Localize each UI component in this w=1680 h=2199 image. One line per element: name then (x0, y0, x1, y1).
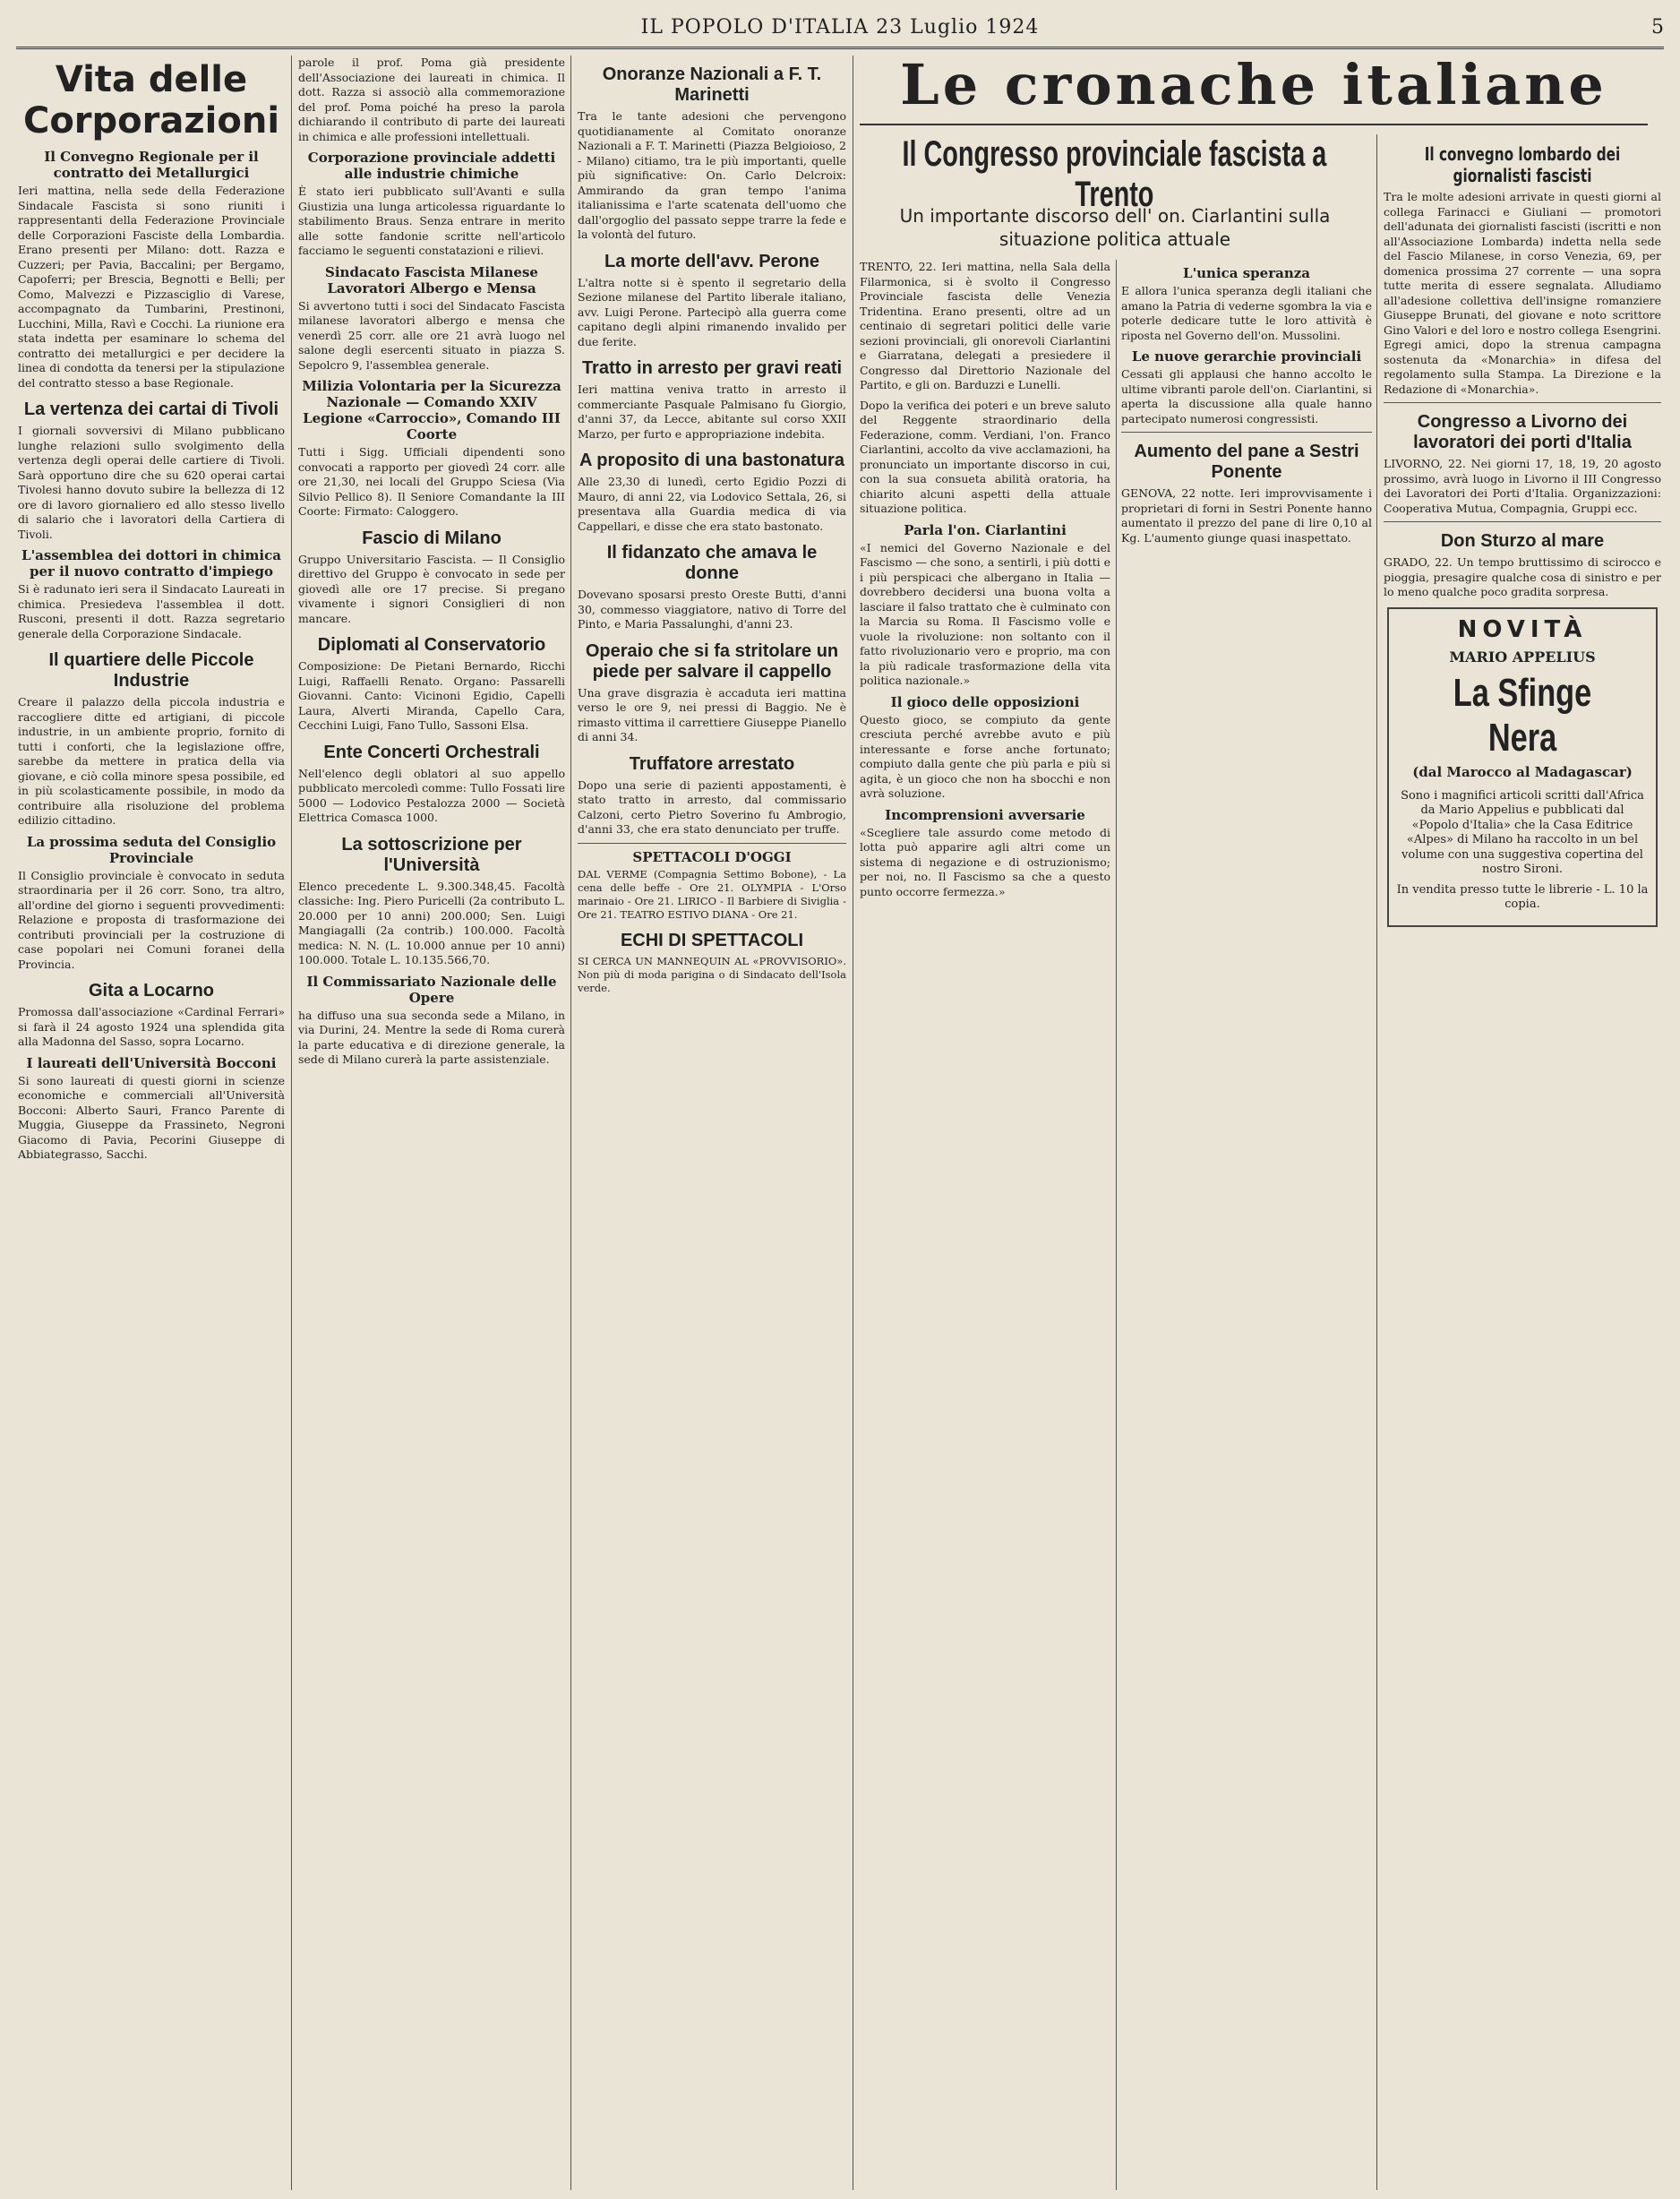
article-title: SPETTACOLI D'OGGI (632, 848, 792, 865)
article (578, 252, 846, 350)
article (18, 1055, 285, 1163)
article-title: A proposito di una bastonatura (579, 451, 844, 470)
article-subtitle: Le nuove gerarchie provinciali (1131, 348, 1362, 365)
article-body: È stato ieri pubblicato sull'Avanti e sulla Giustizia una lunga articolessa riguardante lo stabilimento Braus. Senza entrare in merito alle sotte fandonie scritte nell'articolo facciamo le seguenti constatazioni e rilievi. (298, 185, 565, 257)
page-number: 5 (1651, 16, 1664, 39)
article (298, 635, 565, 734)
article (1384, 143, 1661, 397)
article (578, 754, 846, 838)
article-title: Onoranze Nazionali a F. T. Marinetti (602, 64, 822, 105)
ad-text: In vendita presso tutte le librerie - L. 10 la copia. (1396, 882, 1649, 911)
article-title: Gita a Locarno (88, 981, 215, 1001)
article (18, 834, 285, 973)
main-story-col-a (860, 260, 1110, 2190)
article-title: Congresso a Livorno dei lavoratori dei porti d'Italia (1413, 412, 1632, 452)
article-title: Don Sturzo al mare (1440, 531, 1605, 551)
article-body: Promossa dall'associazione «Cardinal Ferrari» si farà il 24 agosto 1924 una splendida gita alla Madonna del Sasso, sopra Locarno. (18, 1005, 285, 1048)
article (298, 378, 565, 520)
article-body: Si avvertono tutti i soci del Sindacato Fascista milanese lavoratori albergo e mensa che venerdì 25 corr. alle ore 21 avrà luogo nel salone degli esercenti situato in piazza S. Sepolcro 9, l'assemblea generale. (298, 298, 565, 372)
column-3 (578, 56, 846, 2190)
column-6 (1384, 134, 1661, 2190)
article-body: «I nemici del Governo Nazionale e del Fascismo — che sono, a sentirli, i più dotti e i più perspicaci che albergano in Italia — dovrebbero decidersi una buona volta a lasciare il falso trattato che è culminato con la Marcia su Roma. Il Fascismo volle e vuole la rivoluzione: non soltanto con il fatto rivoluzionario vero e proprio, ma con la più radicale trasformazione della vita politica nazionale.» (860, 540, 1110, 687)
article-body: Questo gioco, se compiuto da gente cresciuta perché avrebbe avuto e più interessante e forse anche fortunato; compiuto dalla gente che più parla e più si agita, è un gioco che non ha sbocchi e non avrà soluzione. (860, 712, 1110, 800)
column-rule (1376, 134, 1377, 2190)
article-title: Diplomati al Conservatorio (317, 635, 546, 655)
article-title: La vertenza dei cartai di Tivoli (23, 399, 279, 419)
article-body: Una grave disgrazia è accaduta ieri mattina verso le ore 9, nei pressi di Baggio. Ne è rimasto vittima il carrettiere Giuseppe Pianello di anni 34. (578, 685, 846, 743)
article (298, 835, 565, 968)
article-body: Il Consiglio provinciale è convocato in seduta straordinaria per il 26 corr. Sono, tra altro, all'ordine del giorno i seguenti provvedimenti: Relazione e proposta di trasformazione dei contributi provinciali per la costruzione di case popolari nei Comuni foranei della Provincia. (18, 868, 285, 971)
ad-text: Sono i magnifici articoli scritti dall'Africa da Mario Appelius e pubblicati dal «Popolo d'Italia» che la Casa Editrice «Alpes» di Milano ha raccolto in un bel volume con una suggestiva copertina del nostro Sironi. (1401, 788, 1644, 876)
article-body: Dopo una serie di pazienti appostamenti, è stato tratto in arresto, dal commissario Calzoni, certo Pietro Soverino fu Ambrogio, d'anni 33, che era stato denunciato per truffe. (578, 777, 846, 836)
article (578, 641, 846, 745)
article (578, 358, 846, 442)
article-title: La sottoscrizione per l'Università (341, 834, 522, 875)
article-title: La morte dell'avv. Perone (604, 251, 820, 271)
column-rule (570, 56, 571, 2190)
article (1384, 531, 1661, 600)
article-body: I giornali sovversivi di Milano pubblicano lunghe relazioni sullo svolgimento della vertenza degli operai delle cartiere di Tivoli. Sarà opportuno dire che su 620 operai cartai Tivolesi hanno dovuto subire la bellezza di 12 ore di lavoro giornaliero ed allo stesso livello di salario che i lavoratori della Cartiera di Tivoli. (18, 424, 285, 541)
article-body: TRENTO, 22. Ieri mattina, nella Sala della Filarmonica, si è svolto il Congresso Provinciale fascista delle Venezia Tridentina. Erano presenti, oltre ad un centinaio di segretari politici delle varie sezioni provinciali, gli onorevoli Ciarlantini e Giarratana, delegati a presiedere il Congresso dal Direttorio Nazionale del Partito, e gli on. Barduzzi e Lunelli. (860, 260, 1110, 391)
article-body: parole il prof. Poma già presidente dell'Associazione dei laureati in chimica. Il dott. Razza si associò alla commemorazione del prof. Poma poiché ha preso la parola dichiarando il contributo di parte dei laureati in chimica e alle professioni intellettuali. (298, 56, 565, 143)
ad-label: NOVITÀ (1457, 615, 1588, 643)
article-title: Il Convegno Regionale per il contratto dei Metallurgici (44, 149, 259, 181)
article (298, 150, 565, 259)
article-title: Truffatore arrestato (629, 753, 795, 774)
article-body: Ieri mattina veniva tratto in arresto il commerciante Pasquale Palmisano fu Giorgio, d'anni 37, da Lecce, abitante sul corso XXII Marzo, per furto e appropriazione indebita. (578, 382, 846, 441)
article-title: Milizia Volontaria per la Sicurezza Nazionale — Comando XXIV Legione «Carroccio», Comando III Coorte (302, 378, 561, 442)
article (578, 451, 846, 534)
article-body: DAL VERME (Compagnia Settimo Bobone), - La cena delle beffe - Ore 21. OLYMPIA - L'Orso marinaio - Ore 21. LIRICO - Il Barbiere di Siviglia - Ore 21. TEATRO ESTIVO DIANA - Ore 21. (578, 867, 846, 921)
column-2 (298, 56, 565, 2190)
main-headline: Il Congresso provinciale fascista a Trento (902, 134, 1327, 214)
article (18, 399, 285, 542)
article-title: Corporazione provinciale addetti alle industrie chimiche (307, 150, 556, 182)
column-rule (1116, 260, 1117, 2190)
article-title: L'assemblea dei dottori in chimica per il nuovo contratto d'impiego (21, 547, 281, 580)
section-heading: Vita delle Corporazioni (22, 59, 280, 142)
article-title: Il fidanzato che amava le donne (606, 543, 818, 583)
article-title: Il quartiere delle Piccole Industrie (48, 650, 254, 691)
article (298, 264, 565, 374)
article-body: Gruppo Universitario Fascista. — Il Consiglio direttivo del Gruppo è convocato in sede per giovedì alle ore 17 precise. Si pregano vivamente i signori Consiglieri di non mancare. (298, 552, 565, 625)
article-subtitle: Incomprensioni avversarie (885, 806, 1085, 823)
divider (1121, 432, 1372, 433)
article-title: Tratto in arresto per gravi reati (581, 358, 843, 378)
article-body: «Scegliere tale assurdo come metodo di lotta può apparire agli altri come un sistema di negazione e di ostruzionismo; per noi, no. Il Fascismo sa che a questo punto occorre fermezza.» (860, 825, 1110, 898)
article-body: Si sono laureati di questi giorni in scienze economiche e commerciali all'Università Bocconi: Alberto Sauri, Franco Parente di Muggia, Giuseppe da Frassineto, Negroni Giacomo di Pavia, Pecorini Giuseppe di Abbiategrasso, Sacchi. (18, 1073, 285, 1161)
article-title: La prossima seduta del Consiglio Provinciale (26, 833, 277, 866)
book-advertisement (1387, 607, 1658, 927)
article (578, 849, 846, 922)
column-corporazioni (18, 56, 285, 2190)
article (1384, 412, 1661, 516)
article (18, 981, 285, 1050)
article-title: Il convegno lombardo dei giornalisti fascisti (1424, 143, 1621, 186)
article (298, 743, 565, 826)
article (298, 56, 565, 144)
article-body: E allora l'unica speranza degli italiani che amano la Patria di vederne sgombra la via e poterle dedicare tutte le loro attività è riposta nel Governo dell'on. Mussolini. (1121, 284, 1372, 342)
article (18, 547, 285, 641)
article-body: Dovevano sposarsi presto Oreste Butti, d'anni 30, commesso viaggiatore, nativo di Torre del Pinto, e Maria Passalunghi, d'anni 23. (578, 588, 846, 631)
article (578, 931, 846, 995)
article-body: ha diffuso una sua seconda sede a Milano, in via Durini, 24. Mentre la sede di Roma curerà la parte educativa e di direzione generale, la sede di Milano curerà la parte assistenziale. (298, 1008, 565, 1066)
article (298, 974, 565, 1068)
masthead (16, 11, 1664, 49)
article-body: Tutti i Sigg. Ufficiali dipendenti sono convocati a rapporto per giovedì 24 corr. alle ore 21,30, nei locali del Gruppo Sciesa (Via Silvio Pellico 8). Il Seniore Comandante la III Coorte: Firmato: Caloggero. (298, 445, 565, 518)
ad-title: La Sfinge Nera (1453, 670, 1592, 760)
article-title: I laureati dell'Università Bocconi (26, 1054, 277, 1071)
divider (1384, 402, 1661, 403)
article-body: Cessati gli applausi che hanno accolto le ultime vibranti parole dell'on. Ciarlantini, si aperta la discussione alla quale hanno partecipato numerosi congressisti. (1121, 367, 1372, 425)
article-body: Composizione: De Pietani Bernardo, Ricchi Luigi, Raffaelli Renato. Organo: Passarelli Giovanni. Canto: Vicinoni Egidio, Capelli Laura, Alverti Miranda, Capello Cara, Cecchini Luigi, Fano Tullo, Sassoni Elsa. (298, 659, 565, 732)
article-title: Ente Concerti Orchestrali (323, 742, 540, 762)
article-title: Operaio che si fa stritolare un piede per salvare il cappello (585, 640, 839, 682)
main-story-col-b (1121, 260, 1372, 2190)
article-body: Elenco precedente L. 9.300.348,45. Facoltà classiche: Ing. Piero Puricelli (2a contributo L. 20.000 per 10 anni) 200.000; Sen. Luigi Mangiagalli (2a contrib.) 100.000. Facoltà medica: N. N. (L. 10.000 annue per 10 anni) 100.000. Totale L. 10.135.566,70. (298, 879, 565, 966)
article-body: Alle 23,30 di lunedì, certo Egidio Pozzi di Mauro, di anni 22, via Lodovico Settala, 26, si presentava alla Guardia medica di via Cappellari, e disse che era stato bastonato. (578, 475, 846, 533)
article-title: Sindacato Fascista Milanese Lavoratori Albergo e Mensa (325, 263, 538, 296)
article-body: GENOVA, 22 notte. Ieri improvvisamente i proprietari di forni in Sestri Ponente hanno aumentato il prezzo del pane di lire 0,10 al Kg. L'aumento giunge quasi inaspettato. (1121, 486, 1372, 545)
article (298, 528, 565, 627)
masthead-title: IL POPOLO D'ITALIA 23 Luglio 1924 (640, 16, 1040, 39)
article-title: ECHI DI SPETTACOLI (620, 930, 804, 950)
ad-subtitle: (dal Marocco al Madagascar) (1412, 763, 1633, 780)
divider (578, 843, 846, 844)
article-body: Tra le molte adesioni arrivate in questi giorni al collega Farinacci e Giuliani — promotori dell'adunata dei giornalisti fascisti (iscritti e non all'Associazione Lombarda) indetta nella sede del Fascio Milanese, in corso Venezia, 69, per domenica prossima 27 corrente — una sopra tutte merita di essere segnalata. Alludiamo all'adesione collettiva dell'insigne romanziere Giuseppe Brunati, del giovane e noto scrittore Gino Valori e del loro e nostro collega Esengrini. Egregi amici, dopo la strenua campagna sostenuta da «Monarchia» in difesa del regolamento sulla Stampa. La Direzione e la Redazione di «Monarchia». (1384, 190, 1661, 396)
article-body: Si è radunato ieri sera il Sindacato Laureati in chimica. Presiedeva l'assemblea il dott. Rusconi, presenti il dott. Razza segretario generale della Corporazione Sindacale. (18, 582, 285, 640)
article-body: Nell'elenco degli oblatori al suo appello pubblicato mercoledì comme: Tullo Fossati lire 5000 — Lodovico Pestalozza 2000 — Società Elettrica Comasca 1000. (298, 766, 565, 824)
article-body: LIVORNO, 22. Nei giorni 17, 18, 19, 20 agosto prossimo, avrà luogo in Livorno il III Congresso dei Lavoratori dei Porti d'Italia. Organizzazioni: Cooperativa Mutua, Compagnia, Gruppi ecc. (1384, 457, 1661, 515)
article-subtitle: Il gioco delle opposizioni (890, 693, 1080, 710)
article (578, 64, 846, 243)
section-banner: Le cronache italiane (900, 52, 1607, 117)
article (18, 149, 285, 391)
ad-author: MARIO APPELIUS (1449, 648, 1596, 666)
article-subtitle: Parla l'on. Ciarlantini (904, 521, 1067, 538)
article-body: Creare il palazzo della piccola industria e raccogliere ditte ed artigiani, di piccole industrie, in un ambiente proprio, fornito di tutti i conforti, che la legislazione offre, sarebbe da mettere in pratica della via giovane, e ciò colla minore spesa possibile, ed in più scolasticamente possibile, in modo da contribuire alla risoluzione del problema edilizio cittadino. (18, 695, 285, 827)
article-body: GRADO, 22. Un tempo bruttissimo di scirocco e pioggia, presagire qualche cosa di sinistro e per lo meno qualche poco gradita sorpresa. (1384, 555, 1661, 598)
article-body: Ieri mattina, nella sede della Federazione Sindacale Fascista si sono riuniti i rappresentanti della Federazione Provinciale delle Corporazioni Fasciste della Lombardia. Erano presenti per Milano: dott. Razza e Cuzzeri; per Pavia, Baccalini; per Bergamo, Capoferri; per Brescia, Begnotti e Belli; per Como, Malvezzi e Pizzasciglio di Varese, accompagnato da Tumbarini, Prestinoni, Lucchini, Milla, Ravì e Cocchi. La riunione era stata indetta per esaminare lo schema del contratto dei metallurgici e per decidere la linea di condotta da tenersi per la stipulazione del contratto stesso a base Regionale. (18, 184, 285, 390)
article-body: Tra le tante adesioni che pervengono quotidianamente al Comitato onoranze Nazionali a F. T. Marinetti (Piazza Belgioioso, 2 - Milano) citiamo, tra le più importanti, quelle più significative: On. Carlo Delcroix: Ammirando da gran tempo l'anima italianissima e l'arte scatenata dell'uomo che dall'orgoglio del passato seppe trarre la fede e la volontà del futuro. (578, 109, 846, 241)
article-body: Dopo la verifica dei poteri e un breve saluto del Reggente straordinario della Federazione, comm. Verdiani, l'on. Franco Ciarlantini, accolto da vive acclamazioni, ha pronunciato un importante discorso in cui, con la sua consueta abilità oratoria, ha chiarito alcuni aspetti della attuale situazione politica. (860, 398, 1110, 515)
article-title: Aumento del pane a Sestri Ponente (1134, 442, 1359, 482)
article-body: L'altra notte si è spento il segretario della Sezione milanese del Partito liberale italiano, avv. Luigi Perone. Partecipò alla guerra come capitano degli alpini rimanendo invalido per due ferite. (578, 275, 846, 348)
article-body: SI CERCA UN MANNEQUIN AL «PROVVISORIO». Non più di moda parigina o di Sindacato dell'Isola verde. (578, 954, 846, 994)
banner-rule (860, 124, 1648, 125)
main-subheadline: Un importante discorso dell' on. Ciarlantini sulla situazione politica attuale (899, 205, 1331, 250)
article-subtitle: L'unica speranza (1183, 265, 1310, 281)
divider (1384, 521, 1661, 522)
article-title: Fascio di Milano (362, 528, 501, 548)
article (18, 650, 285, 829)
column-rule (291, 56, 292, 2190)
article-title: Il Commissariato Nazionale delle Opere (306, 973, 557, 1006)
article (578, 543, 846, 632)
